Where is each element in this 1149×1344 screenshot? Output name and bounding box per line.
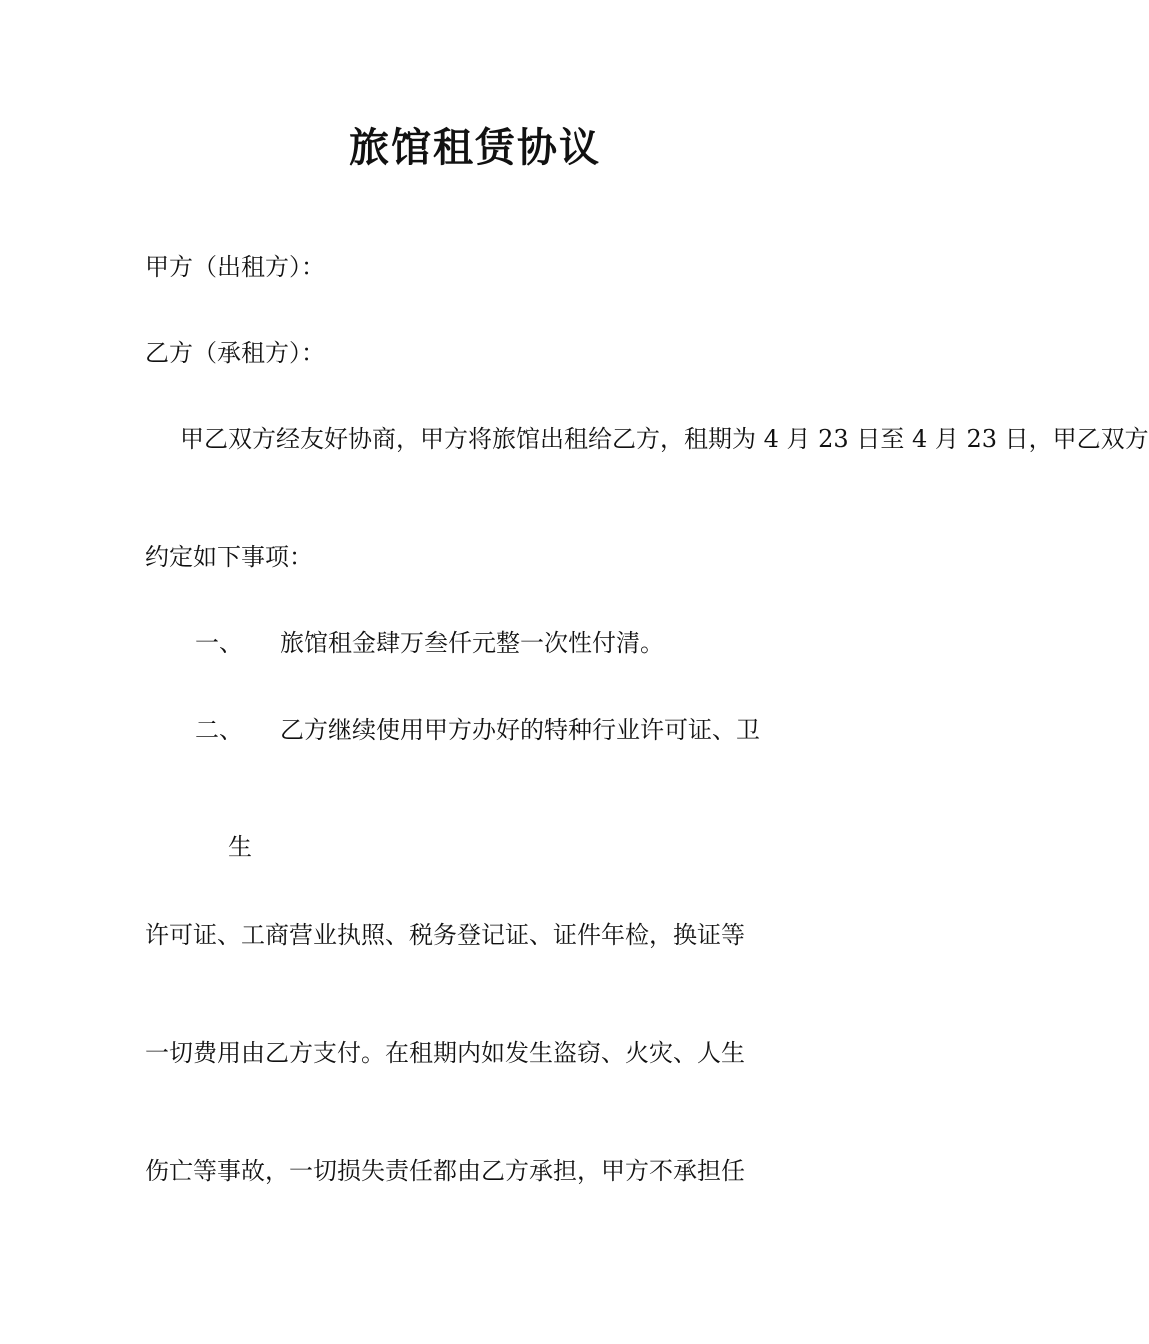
intro-paragraph-line-1: 甲乙双方经友好协商，甲方将旅馆出租给乙方，租期为 4 月 23 日至 4 月 23 日，甲乙双方 [180, 425, 1149, 453]
clause-number-2: 二、 [195, 716, 243, 744]
clause-number-1: 一、 [195, 629, 243, 657]
clause-2-continuation-line-1: 许可证、工商营业执照、税务登记证、证件年检，换证等 [145, 921, 745, 949]
intro-paragraph-line-2: 约定如下事项： [145, 543, 313, 571]
clause-2-continuation-line-3: 伤亡等事故，一切损失责任都由乙方承担，甲方不承担任 [145, 1157, 745, 1185]
clause-text-2: 乙方继续使用甲方办好的特种行业许可证、卫 [280, 716, 760, 744]
clause-2-continuation-line-2: 一切费用由乙方支付。在租期内如发生盗窃、火灾、人生 [145, 1039, 745, 1067]
clause-text-1: 旅馆租金肆万叁仟元整一次性付清。 [280, 629, 664, 657]
clause-2-wrap-fragment: 生 [228, 833, 252, 861]
document-title: 旅馆租赁协议 [349, 124, 601, 171]
party-b-label: 乙方（承租方）： [145, 339, 325, 367]
party-a-label: 甲方（出租方）： [145, 253, 325, 281]
